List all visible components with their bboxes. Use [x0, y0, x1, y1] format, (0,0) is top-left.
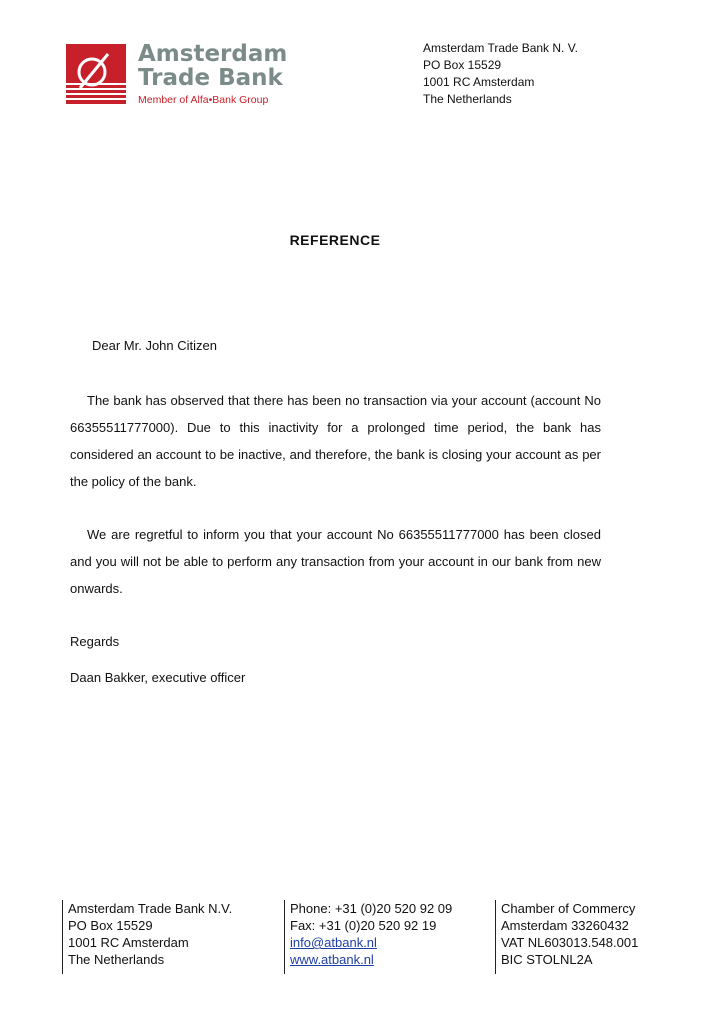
salutation: Dear Mr. John Citizen — [92, 338, 217, 353]
footer-line: VAT NL603013.548.001 — [501, 935, 639, 950]
signer: Daan Bakker, executive officer — [70, 670, 246, 685]
bank-group-subtitle: Member of Alfa•Bank Group — [138, 94, 269, 106]
footer-line: Amsterdam 33260432 — [501, 918, 629, 933]
address-line: 1001 RC Amsterdam — [423, 75, 535, 89]
bank-name — [138, 42, 287, 90]
bank-emblem-icon — [66, 44, 126, 104]
footer-line: BIC STOLNL2A — [501, 952, 593, 967]
footer-registration-column — [495, 900, 671, 974]
footer-address-column — [62, 900, 284, 974]
body-paragraph: We are regretful to inform you that your account No 66355511777000 has been closed and you will not be able to perform any transaction from your account in our bank from new onwards. — [70, 527, 601, 596]
footer-phone: Phone: +31 (0)20 520 92 09 — [290, 901, 453, 916]
footer-line: Amsterdam Trade Bank N.V. — [68, 901, 233, 916]
footer-line: PO Box 15529 — [68, 918, 153, 933]
body-paragraph: The bank has observed that there has been no transaction via your account (account No 66355511777000). Due to this inactivity for a prolonged time period, the bank has considered an account to be inactive, and therefore, the bank is closing your account as per the policy of the bank. — [70, 393, 601, 489]
address-line: PO Box 15529 — [423, 58, 502, 72]
footer-line: The Netherlands — [68, 952, 165, 967]
bank-name-line2: Trade Bank — [138, 65, 283, 91]
letter-title: REFERENCE — [289, 232, 381, 248]
bank-name-line1: Amsterdam — [138, 41, 288, 67]
footer-line: Chamber of Commercy — [501, 901, 636, 916]
closing: Regards — [70, 634, 120, 649]
address-line: Amsterdam Trade Bank N. V. — [423, 41, 578, 55]
footer-website-link[interactable]: www.atbank.nl — [290, 952, 374, 967]
footer-fax: Fax: +31 (0)20 520 92 19 — [290, 918, 437, 933]
footer-contact-column — [284, 900, 495, 974]
footer-email-link[interactable]: info@atbank.nl — [290, 935, 377, 950]
address-line: The Netherlands — [423, 92, 512, 106]
letter-footer — [62, 900, 672, 974]
footer-line: 1001 RC Amsterdam — [68, 935, 189, 950]
bank-logo — [66, 41, 288, 110]
sender-address — [423, 40, 578, 108]
